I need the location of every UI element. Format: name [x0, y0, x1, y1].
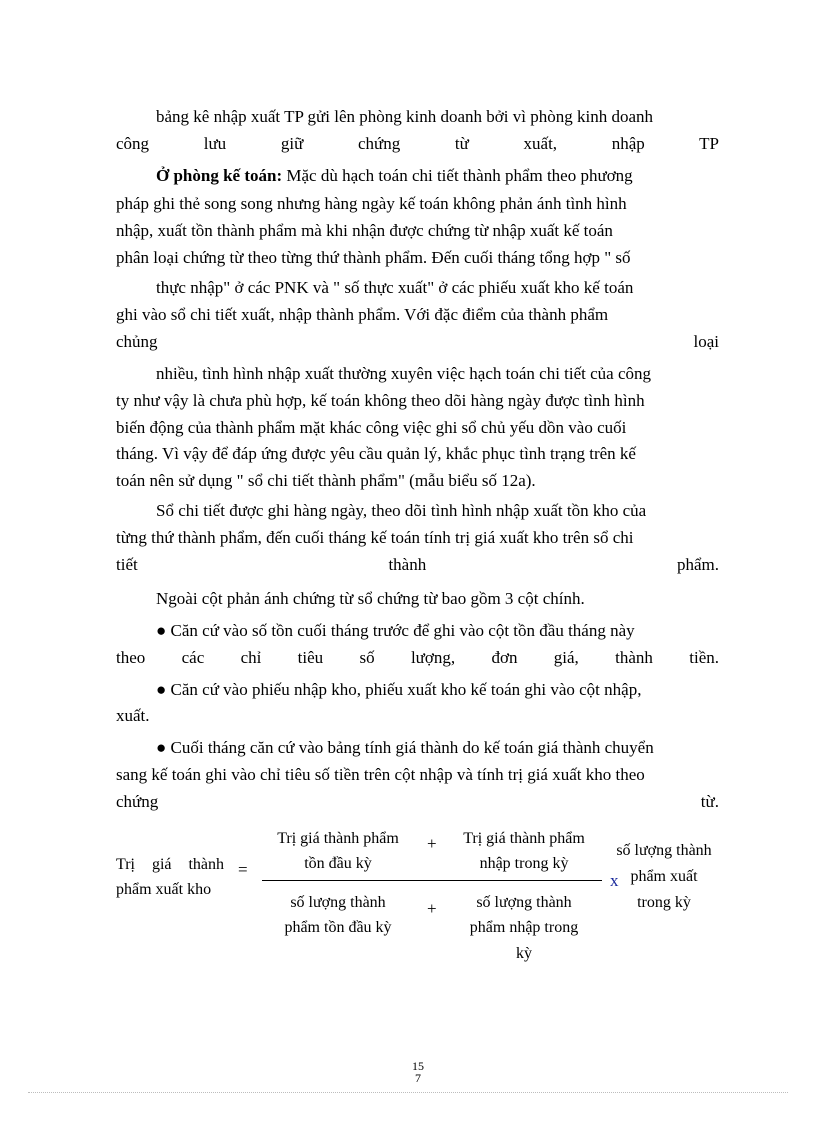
formula-lhs-line-1: Trị giá thành [116, 856, 224, 873]
section-heading-colon: : [276, 166, 283, 185]
text-line-10: nhiều, tình hình nhập xuất thường xuyên việc hạch toán chi tiết của công [156, 364, 652, 383]
text-line-3-body: Mặc dù hạch toán chi tiết thành phẩm theo phương [286, 166, 633, 185]
text-line-14: toán nên sử dụng " sổ chi tiết thành phẩm" (mẫu biểu số 12a). [116, 471, 536, 490]
text-line-6: phân loại chứng từ theo từng thứ thành phẩm. Đến cuối tháng tổng hợp " số [116, 248, 631, 267]
text-line-3 [156, 166, 719, 186]
text-line-1: bảng kê nhập xuất TP gửi lên phòng kinh doanh bởi vì phòng kinh doanh [156, 107, 653, 126]
bullet-line-2-cont: xuất. [116, 706, 150, 725]
text-line-7: thực nhập" ở các PNK và " số thực xuất" ở các phiếu xuất kho kế toán [156, 278, 634, 297]
page-number-bottom: 7 [415, 1071, 421, 1085]
rhs-line-2: phẩm xuất [630, 868, 698, 885]
text-line-11: ty như vậy là chưa phù hợp, kế toán không theo dõi hàng ngày được tình hình [116, 391, 645, 410]
numerator-b-line-2: nhập trong kỳ [479, 855, 569, 872]
text-line-13: tháng. Vì vậy để đáp ứng được yêu cầu quản lý, khắc phục tình trạng trên kế [116, 444, 636, 463]
section-heading: Ở phòng kế toán [156, 166, 277, 185]
plus-sign-denominator: + [427, 899, 437, 918]
equals-sign: = [238, 860, 248, 879]
bullet-line-3-cont: sang kế toán ghi vào chỉ tiêu số tiền trên cột nhập và tính trị giá xuất kho theo [116, 765, 645, 784]
text-line-15: Sổ chi tiết được ghi hàng ngày, theo dõi tình hình nhập xuất tồn kho của [156, 501, 647, 520]
bullet-line-2: ● Căn cứ vào phiếu nhập kho, phiếu xuất kho kế toán ghi vào cột nhập, [156, 680, 642, 699]
denominator-b-line-2: phẩm nhập trong [469, 919, 579, 936]
bullet-line-3-end: chứng từ. [116, 792, 719, 811]
denominator-a-line-2: phẩm tồn đầu kỳ [284, 919, 392, 936]
text-line-4: pháp ghi thẻ song song nhưng hàng ngày kế toán không phản ánh tình hình [116, 194, 627, 213]
formula-lhs-line-2: phẩm xuất kho [116, 881, 212, 898]
denominator-b-line-1: số lượng thành [476, 894, 572, 911]
text-line-5: nhập, xuất tồn thành phẩm mà khi nhận được chứng từ nhập xuất kế toán [116, 221, 613, 240]
rhs-line-1: số lượng thành [616, 842, 712, 859]
page-number-top: 15 [412, 1059, 424, 1073]
text-line-12: biến động của thành phẩm mặt khác công việc ghi sổ chủ yếu dồn vào cuối [116, 418, 627, 437]
plus-sign-numerator: + [427, 834, 437, 853]
rhs-line-3: trong kỳ [637, 894, 691, 911]
bullet-line-1-cont: theo các chỉ tiêu số lượng, đơn giá, thành tiền. [116, 648, 719, 667]
multiply-sign: x [610, 871, 619, 890]
text-line-16: từng thứ thành phẩm, đến cuối tháng kế toán tính trị giá xuất kho trên sổ chi [116, 528, 634, 547]
text-line-2: công lưu giữ chứng từ xuất, nhập TP [116, 134, 719, 153]
text-line-9: chủng loại [116, 332, 719, 351]
numerator-a-line-1: Trị giá thành phẩm [277, 830, 399, 847]
footer-divider [28, 1092, 788, 1093]
fraction-bar [262, 880, 602, 881]
numerator-b-line-1: Trị giá thành phẩm [463, 830, 585, 847]
bullet-line-1: ● Căn cứ vào số tồn cuối tháng trước để ghi vào cột tồn đầu tháng này [156, 621, 635, 640]
denominator-b-line-3: kỳ [516, 945, 532, 962]
text-line-18: Ngoài cột phản ánh chứng từ sổ chứng từ bao gồm 3 cột chính. [156, 589, 585, 608]
bullet-line-3: ● Cuối tháng căn cứ vào bảng tính giá thành do kế toán giá thành chuyển [156, 738, 654, 757]
text-line-17: tiết thành phẩm. [116, 555, 719, 574]
text-line-8: ghi vào sổ chi tiết xuất, nhập thành phẩm. Với đặc điểm của thành phẩm [116, 305, 609, 324]
denominator-a-line-1: số lượng thành [290, 894, 386, 911]
numerator-a-line-2: tồn đầu kỳ [304, 855, 372, 872]
